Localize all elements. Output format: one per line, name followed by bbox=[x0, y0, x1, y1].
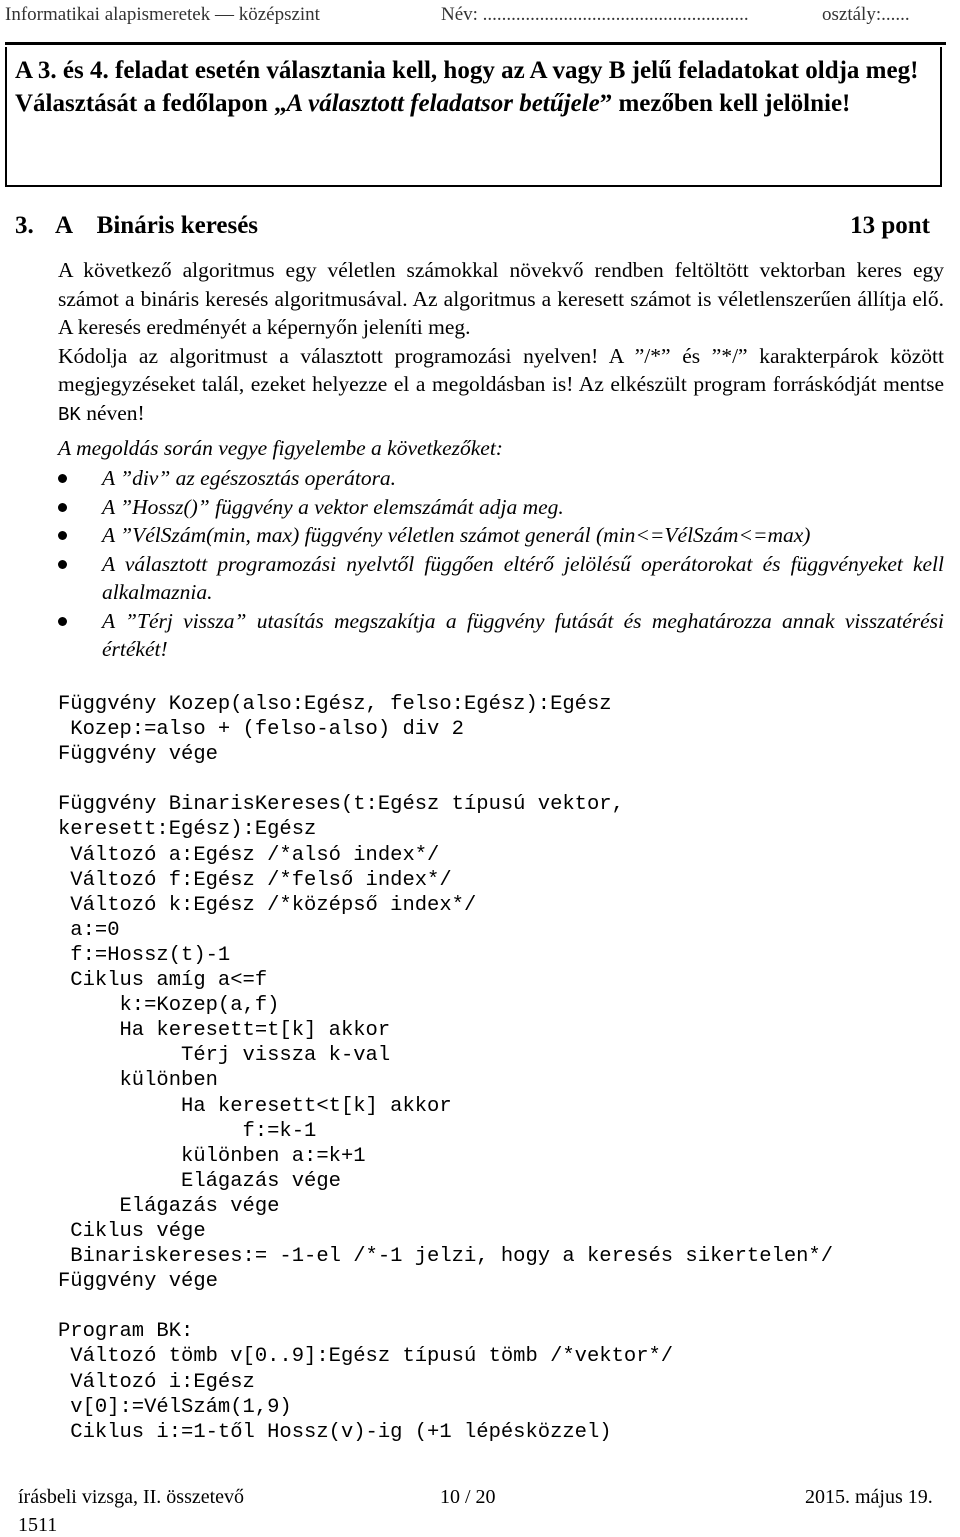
code-line: v[0]:=VélSzám(1,9) bbox=[58, 1395, 292, 1419]
list-item bbox=[58, 607, 944, 664]
instruction-box bbox=[5, 47, 942, 187]
code-line: Ciklus vége bbox=[58, 1219, 206, 1243]
instruction-line-2-end: ” mezőben kell jelölnie! bbox=[599, 89, 851, 117]
header-rule bbox=[5, 42, 946, 45]
header-subject: Informatikai alapismeretek — középszint bbox=[5, 4, 320, 25]
code-line: f:=Hossz(t)-1 bbox=[58, 943, 231, 967]
footer-date: 2015. május 19. bbox=[805, 1486, 933, 1508]
task-intro bbox=[58, 256, 944, 429]
code-line: Változó tömb v[0..9]:Egész típusú tömb /*vektor*/ bbox=[58, 1345, 674, 1369]
list-item bbox=[58, 550, 944, 607]
code-line: Ha keresett=t[k] akkor bbox=[58, 1019, 391, 1043]
code-line: Ha keresett<t[k] akkor bbox=[58, 1094, 452, 1118]
code-line: Program BK: bbox=[58, 1320, 194, 1344]
bullet-icon bbox=[58, 531, 67, 540]
code-line: Változó a:Egész /*alsó index*/ bbox=[58, 843, 440, 867]
code-line: Változó i:Egész bbox=[58, 1370, 255, 1394]
bullet-icon bbox=[58, 617, 67, 626]
note-text: A ”VélSzám(min, max) függvény véletlen számot generál (min<=VélSzám<=max) bbox=[102, 523, 811, 547]
code-line: a:=0 bbox=[58, 918, 120, 942]
code-line: Függvény BinarisKereses(t:Egész típusú vektor, bbox=[58, 793, 624, 817]
code-line: Függvény vége bbox=[58, 743, 218, 767]
code-line: Változó k:Egész /*középső index*/ bbox=[58, 893, 477, 917]
code-line: különben bbox=[58, 1069, 218, 1093]
code-line: keresett:Egész):Egész bbox=[58, 818, 317, 842]
code-line bbox=[58, 1294, 833, 1319]
code-line: Kozep:=also + (felso-also) div 2 bbox=[58, 718, 464, 742]
note-text: A ”Hossz()” függvény a vektor elemszámát adja meg. bbox=[102, 494, 564, 519]
code-line: Változó f:Egész /*felső index*/ bbox=[58, 868, 452, 892]
footer-page-number: 10 / 20 bbox=[440, 1486, 496, 1508]
page-header bbox=[0, 0, 960, 30]
note-text: A választott programozási nyelvtől függően eltérő jelölésű operátorokat és függvényeket kell alkalmaznia. bbox=[102, 551, 944, 604]
code-line: Függvény Kozep(also:Egész, felso:Egész):Egész bbox=[58, 693, 612, 716]
code-line: Függvény vége bbox=[58, 1270, 218, 1294]
header-name-label: Név: ........................................................ bbox=[441, 4, 749, 25]
code-line: f:=k-1 bbox=[58, 1119, 317, 1143]
list-item bbox=[58, 493, 944, 522]
footer-exam-label: írásbeli vizsga, II. összetevő bbox=[18, 1486, 245, 1508]
instruction-line-2-italic: A választott feladatsor betűjele bbox=[286, 89, 600, 117]
bullet-icon bbox=[58, 503, 67, 512]
task-points: 13 pont bbox=[850, 212, 930, 239]
intro-p2-filename: BK bbox=[58, 403, 81, 426]
code-line: különben a:=k+1 bbox=[58, 1144, 366, 1168]
list-item bbox=[58, 521, 944, 550]
bullet-icon bbox=[58, 474, 67, 483]
header-class-label: osztály:...... bbox=[822, 4, 910, 25]
code-line: Elágazás vége bbox=[58, 1169, 341, 1193]
bullet-icon bbox=[58, 560, 67, 569]
code-line: Binariskereses:= -1-el /*-1 jelzi, hogy a keresés sikertelen*/ bbox=[58, 1245, 834, 1269]
intro-p2-text: Kódolja az algoritmust a választott programozási nyelven! A ”/*” és ”*/” karakterpárok között megjegyzéseket talál, ezeket helyezze el a megoldásban is! Az elkészült program forráskódját mentse bbox=[58, 343, 944, 396]
note-text: A ”Térj vissza” utasítás megszakítja a függvény futását és meghatározza annak visszatérési értékét! bbox=[102, 608, 944, 661]
intro-p2-end: néven! bbox=[80, 400, 145, 425]
code-line: Ciklus amíg a<=f bbox=[58, 969, 268, 993]
note-text: A ”div” az egészosztás operátora. bbox=[102, 466, 397, 490]
code-line: k:=Kozep(a,f) bbox=[58, 994, 280, 1018]
notes-list bbox=[58, 464, 944, 664]
notes-heading: A megoldás során vegye figyelembe a következőket: bbox=[58, 436, 503, 460]
task-number: 3. bbox=[15, 212, 34, 239]
code-line: Térj vissza k-val bbox=[58, 1044, 391, 1068]
instruction-line-1: A 3. és 4. feladat esetén választania kell, hogy az A vagy B jelű feladatokat oldja meg! bbox=[15, 57, 919, 84]
list-item bbox=[58, 464, 944, 493]
code-line bbox=[58, 767, 833, 792]
instruction-line-2 bbox=[15, 88, 934, 121]
footer-code: 1511 bbox=[18, 1514, 58, 1536]
task-title: A Bináris keresés bbox=[55, 212, 259, 239]
intro-paragraph-2 bbox=[58, 342, 944, 430]
code-line: Ciklus i:=1-től Hossz(v)-ig (+1 lépésközzel) bbox=[58, 1420, 612, 1444]
intro-paragraph-1: A következő algoritmus egy véletlen számokkal növekvő rendben feltöltött vektorban keres egy számot a bináris keresés algoritmusával. Az algoritmus a keresett számot is véletlenszerűen állítja elő. A keresés eredményét a képernyőn jeleníti meg. bbox=[58, 258, 944, 339]
instruction-line-2-start: Választását a fedőlapon „ bbox=[15, 89, 287, 117]
code-line: Elágazás vége bbox=[58, 1194, 280, 1218]
pseudocode-block bbox=[58, 692, 833, 1445]
